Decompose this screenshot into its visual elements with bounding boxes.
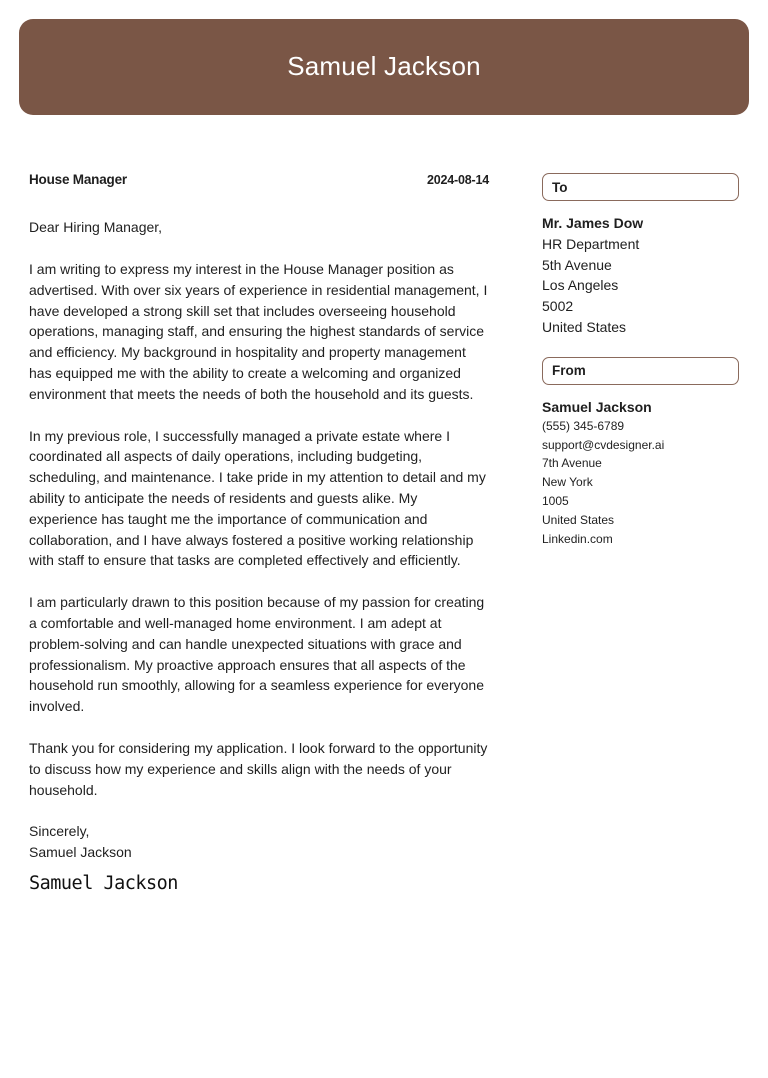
sender-block xyxy=(542,397,739,549)
recipient-block xyxy=(542,213,739,338)
recipient-country: United States xyxy=(542,318,627,335)
paragraph-2: In my previous role, I successfully managed a private estate where I coordinated all aspects of daily operations, including budgeting, scheduling, and maintenance. I take pride in my attention to detail and my ability to anticipate the needs of residents and guests alike. My experience has taught me the importance of communication and collaboration, and I have always fostered a positive working relationship with staff to ensure that tasks are completed effectively and efficiently. xyxy=(29,427,486,569)
recipient-zip: 5002 xyxy=(542,298,574,315)
address-sidebar xyxy=(542,173,739,548)
recipient-street: 5th Avenue xyxy=(542,256,612,273)
recipient-name: Mr. James Dow xyxy=(542,215,644,231)
to-label-box xyxy=(542,173,739,201)
from-label-box xyxy=(542,357,739,385)
sender-phone: (555) 345-6789 xyxy=(542,418,625,433)
sender-city: New York xyxy=(542,475,593,490)
salutation: Dear Hiring Manager, xyxy=(29,219,163,235)
closing-text: Sincerely, xyxy=(29,823,90,840)
letter-date: 2024-08-14 xyxy=(427,173,489,187)
letter-topline xyxy=(29,172,489,187)
header-banner xyxy=(19,19,749,115)
sender-street: 7th Avenue xyxy=(542,456,602,471)
sender-name: Samuel Jackson xyxy=(542,398,652,415)
paragraph-1: I am writing to express my interest in the House Manager position as advertised. With over six years of experience in residential management, I have developed a strong skill set that includes overseeing household operations, managing staff, and ensuring the highest standards of service and efficiency. My background in hospitality and property management has equipped me with the ability to create a welcoming and organized environment that meets the needs of both the household and its guests. xyxy=(29,261,488,402)
sender-linkedin: Linkedin.com xyxy=(542,531,613,546)
closing-name: Samuel Jackson xyxy=(29,844,132,861)
job-title: House Manager xyxy=(29,172,127,187)
recipient-department: HR Department xyxy=(542,235,640,252)
recipient-city: Los Angeles xyxy=(542,277,619,294)
applicant-name-title: Samuel Jackson xyxy=(287,50,481,81)
letter-body xyxy=(29,172,489,894)
sender-zip: 1005 xyxy=(542,493,569,508)
sender-email: support@cvdesigner.ai xyxy=(542,437,665,452)
to-label: To xyxy=(552,179,568,195)
sender-country: United States xyxy=(542,512,615,527)
from-label: From xyxy=(552,363,586,379)
paragraph-4: Thank you for considering my application. I look forward to the opportunity to discuss how my experience and skills align with the needs of your household. xyxy=(29,739,488,798)
paragraph-3: I am particularly drawn to this position because of my passion for creating a comfortable and well-managed home environment. I am adept at problem-solving and can handle unexpected situations with grace and professionalism. My proactive approach ensures that all aspects of the household run smoothly, allowing for a seamless experience for everyone involved. xyxy=(29,594,485,715)
signature: Samuel Jackson xyxy=(29,873,178,895)
closing-block xyxy=(29,821,489,863)
